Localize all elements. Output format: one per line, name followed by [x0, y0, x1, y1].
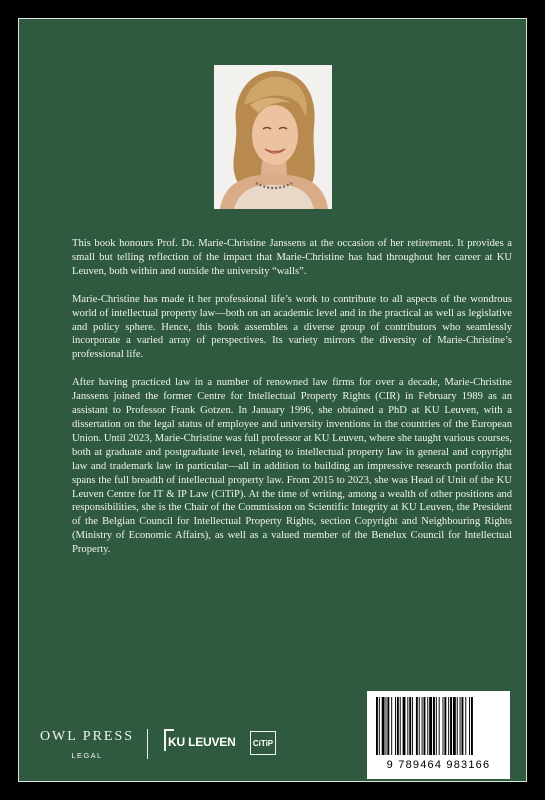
woman-portrait-icon: [214, 65, 332, 209]
paragraph-biography: After having practiced law in a number of renowned law firms for over a decade, Marie-Christine Janssens joined the former Centre for Intellectual Property Rights (CIR) in February 1989 as an assistant to Professor Frank Gotzen. In January 1996, she obtained a PhD at KU Leuven, with a dissertation on the legal status of employee and university inventions in the countries of the European Union. Until 2023, Marie-Christine was full professor at KU Leuven, where she taught various courses, both at graduate and postgraduate level, relating to intellectual property law in general and copyright law and trademark law in particular—all in addition to building an impressive research portfolio that spans the full breadth of intellectual property law. From 2015 to 2023, she was Head of Unit of the KU Leuven Centre for IT & IP Law (CiTiP). At the time of writing, among a wealth of other positions and responsibilities, she is the Chair of the Commission on Scientific Integrity at KU Leuven, the President of the Belgian Council for Intellectual Property Rights, section Copyright and Neighbouring Rights (Ministry of Economic Affairs), as well as a valued member of the Benelux Council for Intellectual Property.: [72, 377, 512, 556]
isbn-barcode: [367, 691, 510, 779]
paragraph-intro: This book honours Prof. Dr. Marie-Christine Janssens at the occasion of her retirement. It provides a small but telling reflection of the impact that Marie-Christine has had throughout her career at KU Leuven, both within and outside the university “walls”.: [72, 238, 512, 277]
owl-press-name: OWL PRESS: [39, 729, 135, 744]
owl-press-logo: [37, 729, 137, 760]
author-portrait: [214, 65, 332, 209]
paragraph-work: Marie-Christine has made it her professional life’s work to contribute to all aspects of the wondrous world of intellectual property law—both on an academic level and in the practical as well as legislative and policy sphere. Hence, this book assembles a diverse group of contributors who seamlessly incorporate a varied array of perspectives. Its variety mirrors the diversity of Marie-Christine’s professional life.: [72, 293, 512, 361]
barcode-icon: [367, 691, 510, 761]
isbn-number: 9 789464 983166: [386, 759, 491, 771]
publisher-logos: [37, 725, 277, 771]
back-cover: [18, 18, 527, 782]
ku-leuven-name: KU LEUVEN: [168, 735, 236, 749]
blurb: [72, 237, 512, 571]
logo-divider: [147, 729, 148, 759]
ku-leuven-logo: [164, 729, 244, 753]
citip-logo: CiTiP: [250, 731, 276, 755]
owl-press-legal: LEGAL: [71, 751, 103, 760]
